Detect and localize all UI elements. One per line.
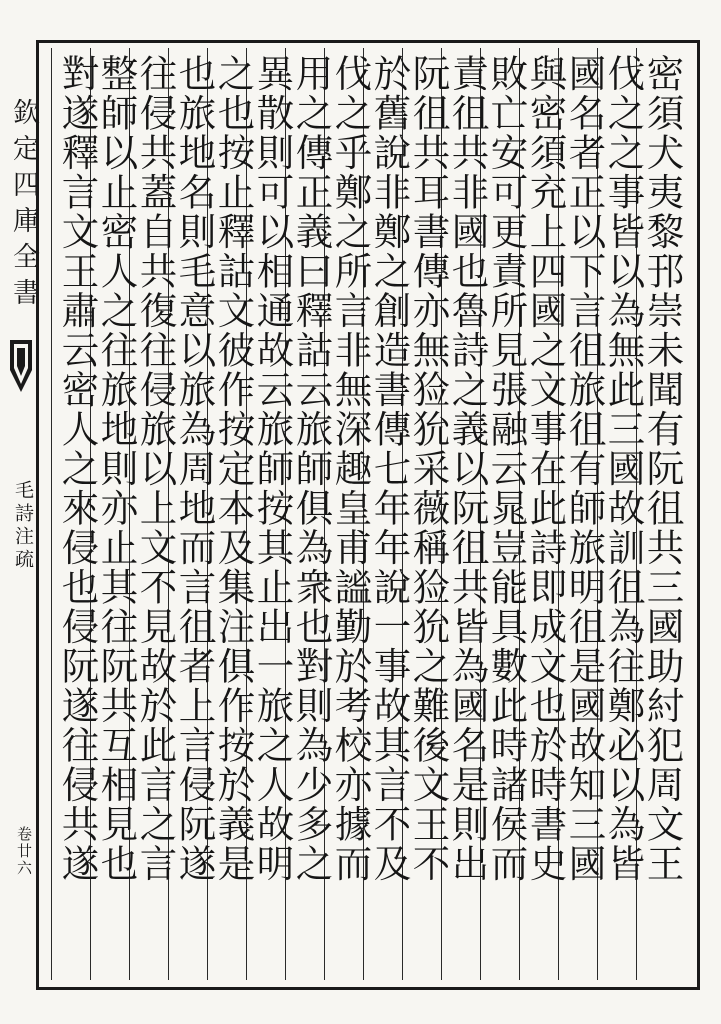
column-text: 對遂釋言文王肅云密人之來侵也侵阮遂往侵共遂 (55, 54, 100, 884)
column-text: 之也按止釋詁文彼作按定本及集注俱作按於義是 (211, 54, 256, 884)
column-text: 伐之之事皆以為無此三國故訓徂為往鄭必以為皆 (601, 54, 646, 884)
column-text: 也旅地名則毛意以旅為周地而言徂者上言侵阮遂 (172, 54, 217, 884)
column-text: 阮徂共耳書傳亦無猃狁采薇稱猃狁之難後文王不 (406, 54, 451, 884)
column-text: 於舊說非鄭之創造書傳七年年說一事故其言不及 (367, 54, 412, 884)
column-text: 往侵共蓋自共復往侵旅以上文不見故於此言之言 (133, 54, 178, 884)
text-column (51, 48, 115, 980)
page-margin (0, 40, 39, 990)
book-title: 欽定四庫全書 (8, 98, 39, 314)
section-title: 毛詩注疏 (12, 480, 34, 572)
column-text: 與密須充上四國之文事在此詩即成文也於時書史 (523, 54, 568, 884)
column-text: 伐之乎鄭之所言非無深趣皇甫謐勤於考校亦據而 (328, 54, 373, 884)
page-number: 卷廿六 (15, 826, 33, 877)
column-text: 責徂共非國也魯詩之義以阮徂共皆為國名是則出 (445, 54, 490, 884)
column-text: 國名者正以下言徂旅徂有師旅明徂是國故知三國 (562, 54, 607, 884)
fish-tail-mark-icon (8, 340, 34, 392)
column-text: 密須犬夷黎邘崇未聞有阮徂共三國助紂犯周文王 (640, 54, 685, 884)
column-text: 整師以止密人之往旅地則亦止其往阮共互相見也 (94, 54, 139, 884)
column-text: 敗亡安可更責所見張融云晁豈能具數此時諸侯而 (484, 54, 529, 884)
column-text: 異散則可以相通故云旅師按其止出一旅之人故明 (250, 54, 295, 884)
column-text: 用之傳正義曰釋詁云旅師俱為衆也對則為少多之 (289, 54, 334, 884)
